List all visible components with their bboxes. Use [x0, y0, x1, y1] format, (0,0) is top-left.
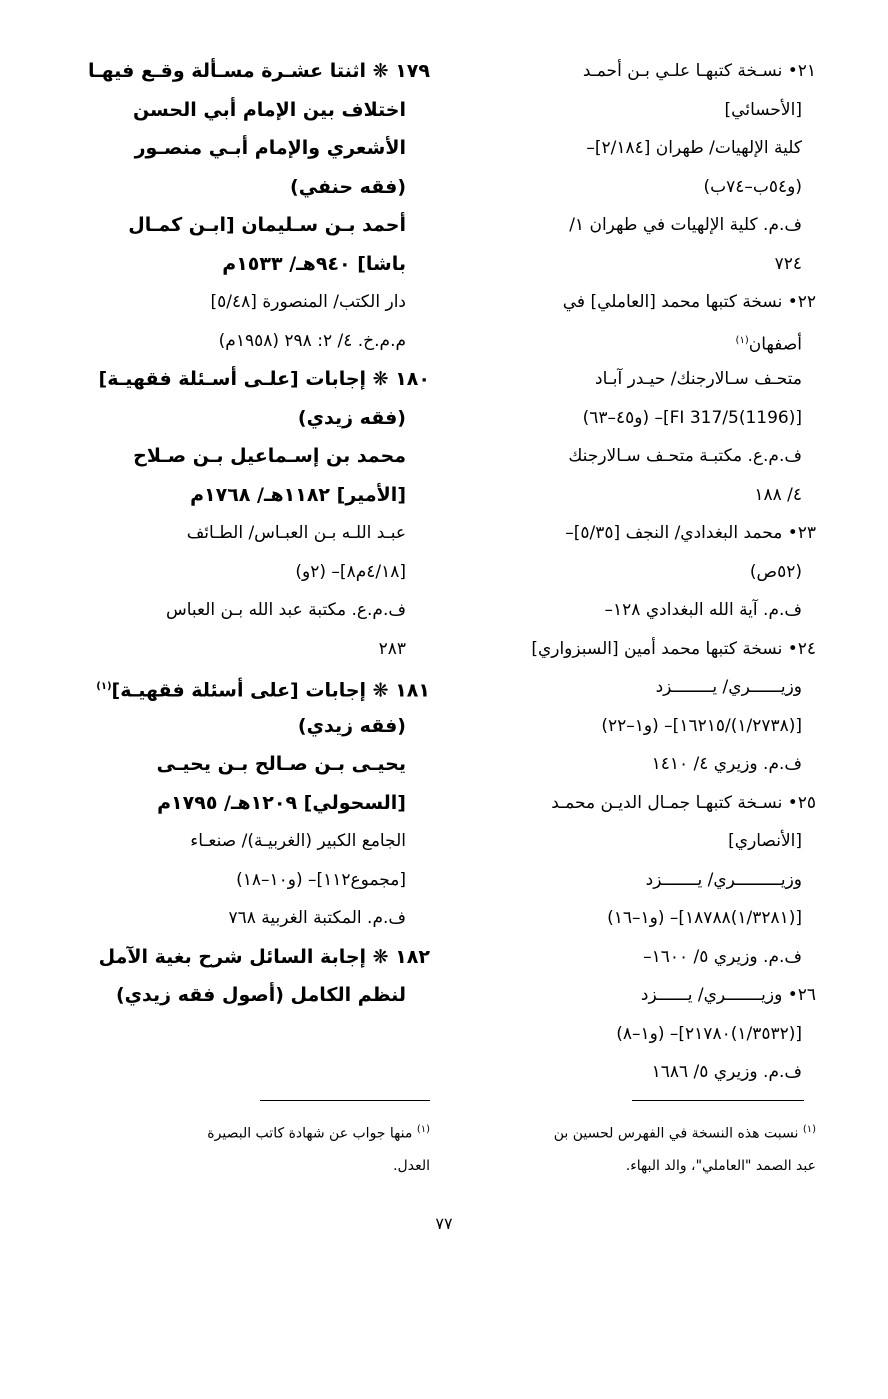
left-column: [82, 52, 430, 1015]
author-line: محمد بن إسـماعيل بـن صـلاح: [133, 445, 406, 467]
footnote-marker: (١): [416, 1124, 430, 1135]
text-line: (فقه حنفي): [290, 175, 406, 198]
text-line: عبـد اللـه بـن العبـاس/ الطـائف: [186, 523, 406, 543]
text-line: [الأحسائي]: [724, 99, 802, 120]
text-line: لنظم الكامل (أصول فقه زيدي): [115, 984, 406, 1006]
author-line: أحمد بـن سـليمان [ابـن كمـال: [128, 214, 406, 236]
entry-21-line: ٢١• نسـخة كتبهـا علـي بـن أحمـد: [582, 61, 816, 81]
page-number: ٧٧: [435, 1214, 453, 1233]
text-line: الجامع الكبير (الغربيـة)/ صنعـاء: [190, 831, 406, 851]
footnote-line: [82, 1114, 430, 1150]
text-line: (فقه زيدي): [297, 714, 406, 737]
text-line: ف.م.ع. مكتبـة متحـف سـالارجنك: [568, 446, 802, 466]
text-line: [468, 322, 816, 361]
text-span: أصفهان: [748, 334, 802, 355]
entry-26-line: ٢٦• وزيـــــــري/ يــــــزد: [640, 985, 816, 1005]
footnote-marker: (١): [802, 1124, 816, 1135]
text-line: (٥٢ص): [749, 561, 802, 582]
text-line: [(١/٣٥٣٢)٢١٧٨٠]– (و١–٨): [616, 1023, 802, 1044]
text-line: ف.م. المكتبة الغربية ٧٦٨: [228, 908, 406, 928]
text-line: ٤/ ١٨٨: [754, 484, 802, 505]
footnote-line: العدل.: [393, 1157, 430, 1174]
text-line: الأشعري والإمام أبـي منصـور: [134, 137, 406, 159]
text-line: [٤/١٨م٨]– (٢و): [295, 561, 406, 582]
text-line: [(1196)FI 317/5]– (و٤٥–٦٣): [582, 407, 802, 428]
text-line: م.م.خ. ٤/ ٢: ٢٩٨ (١٩٥٨م): [218, 330, 406, 351]
entry-22-line: ٢٢• نسخة كتبها محمد [العاملي] في: [562, 292, 816, 312]
footnote-text: منها جواب عن شهادة كاتب البصيرة: [207, 1125, 413, 1142]
text-line: ٢٨٣: [378, 638, 406, 659]
text-line: (فقه زيدي): [297, 406, 406, 429]
text-line: كلية الإلهيات/ طهران [٢/١٨٤]–: [586, 138, 802, 158]
footnote-rule-left: [260, 1100, 430, 1101]
text-line: ٧٢٤: [774, 253, 802, 274]
text-line: ف.م.ع. مكتبة عبد الله بـن العباس: [165, 600, 406, 620]
text-line: [(١/٣٢٨١)١٨٧٨٨]– (و١–١٦): [607, 908, 802, 928]
author-line: يحيـى بـن صـالح بـن يحيـى: [156, 753, 406, 775]
text-line: دار الكتب/ المنصورة [٥/٤٨]: [210, 292, 406, 312]
entry-180-title: ١٨٠ ❋ إجابات [علـى أسـئلة فقهيـة]: [98, 368, 430, 390]
text-line: ف.م. كلية الإلهيات في طهران ١/: [569, 215, 802, 235]
entry-24-line: ٢٤• نسخة كتبها محمد أمين [السبزواري]: [531, 638, 816, 659]
entry-179-title: ١٧٩ ❋ اثنتا عشـرة مسـألة وقـع فيهـا: [87, 60, 430, 82]
text-line: ف.م. وزيري ٥/ ١٦٨٦: [651, 1062, 802, 1082]
footnote-left: [82, 1114, 430, 1182]
author-line: [السحولي] ١٢٠٩هـ/ ١٧٩٥م: [157, 791, 406, 814]
text-line: متحـف سـالارجنك/ حيـدر آبـاد: [595, 369, 802, 389]
entry-182-title: ١٨٢ ❋ إجابة السائل شرح بغية الآمل: [98, 945, 430, 968]
entry-181-title: [82, 668, 430, 707]
footnote-ref: (١): [735, 334, 749, 346]
entry-23-line: ٢٣• محمد البغدادي/ النجف [٥/٣٥]–: [565, 523, 816, 543]
text-line: [الأنصاري]: [728, 831, 802, 851]
footnote-ref: (١): [96, 681, 112, 692]
text-line: [مجموع١١٢]– (و١٠–١٨): [236, 869, 406, 890]
text-line: ف.م. آية الله البغدادي ١٢٨–: [604, 600, 802, 620]
footnote-line: [468, 1114, 816, 1150]
footnote-rule-right: [632, 1100, 804, 1101]
text-line: اختلاف بين الإمام أبي الحسن: [132, 98, 406, 121]
text-line: (و٥٤ب–٧٤ب): [703, 176, 802, 197]
entry-25-line: ٢٥• نسـخة كتبهـا جمـال الديـن محمـد: [551, 792, 816, 813]
text-line: وزيــــــري/ يــــــــزد: [655, 677, 802, 697]
text-line: [(١/٢٧٣٨)/١٦٢١٥]– (و١–٢٢): [601, 715, 802, 736]
author-line: [الأمير] ١١٨٢هـ/ ١٧٦٨م: [190, 483, 406, 506]
footnote-line: عبد الصمد "العاملي"، والد البهاء.: [625, 1157, 816, 1174]
title-span: ١٨١ ❋ إجابات [على أسئلة فقهيـة]: [111, 679, 430, 702]
author-line: باشا] ٩٤٠هـ/ ١٥٣٣م: [222, 252, 406, 275]
text-line: وزيـــــــــري/ يـــــــزد: [645, 869, 802, 890]
text-line: ف.م. وزيري ٥/ ١٦٠٠–: [643, 946, 802, 967]
text-line: ف.م. وزيري ٤/ ١٤١٠: [651, 754, 802, 774]
footnote-text: نسبت هذه النسخة في الفهرس لحسين بن: [553, 1125, 799, 1142]
footnote-right: [468, 1114, 816, 1182]
right-column: [468, 52, 816, 1092]
